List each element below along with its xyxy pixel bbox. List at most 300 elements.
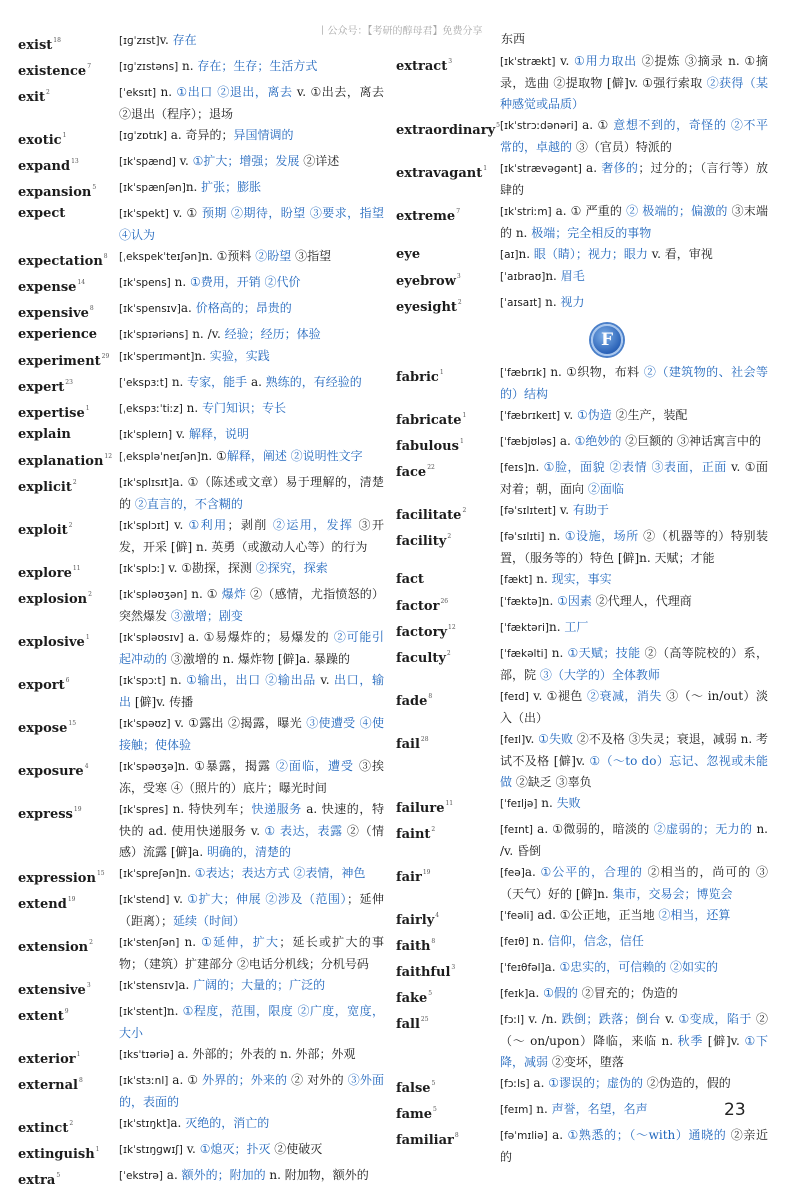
dictionary-entry [396,793,768,819]
definition-text: a. 外部的；外表的 n. 外部；外观 [173,1047,356,1061]
phonetic-text: [fɔːls] [500,1078,530,1090]
definition-text: n. [179,935,202,949]
entry-headword [396,405,500,431]
phonetic-text: [ˈfeɪθfəl] [500,962,545,974]
highlighted-meaning: 额外的；附加的 [181,1168,266,1182]
dictionary-entry [396,1099,768,1125]
highlighted-meaning: ③使遭受 ④使接触；使体验 [119,716,385,752]
definition-text: n. ① [187,587,222,601]
phonetic-text: [ɪɡˈzɪstəns] [119,61,179,73]
frequency-count: 2 [69,1120,74,1127]
frequency-count: 2 [72,479,77,486]
headword-text: failure [396,801,445,816]
entry-headword [396,643,500,669]
definition-text: a. ①（陈述或文章）易于理解的，清楚的 [119,475,384,511]
entry-headword [18,558,119,584]
definition-text: ③末端的 n. [500,204,768,240]
definition-text: v. ①面对着；朝，面向 [500,460,768,496]
definition-text: n. [527,460,544,474]
phonetic-text: [ɪkˈspreʃən] [119,868,180,880]
highlighted-meaning: ①失败 [538,732,573,746]
entry-definition [119,515,384,558]
definition-text: v. ① [168,206,202,220]
entry-headword [18,627,119,653]
highlighted-meaning: 跌倒；跌落；倒台 [561,1012,661,1026]
highlighted-meaning: ①利用 [188,518,228,532]
frequency-count: 5 [433,1106,437,1113]
phonetic-text: [feɪk] [500,988,529,1000]
frequency-count: 8 [89,305,94,312]
phonetic-text: [feɪd] [500,691,529,703]
frequency-count: 26 [440,598,449,605]
headword-text: faith [396,939,431,954]
highlighted-meaning: ①（～to do）忘记、忽视或未能做 [500,754,768,789]
definition-text: ②提炼 ③摘录 n. ①摘录，选曲 ②提取物 [僻]v. ①强行索取 [500,54,768,90]
phonetic-text: [ɪkˈspleɪn] [119,429,173,441]
highlighted-meaning: 爆炸 [221,587,247,601]
dictionary-entry [18,125,384,151]
frequency-count: 1 [459,438,464,445]
highlighted-meaning: ③激增；剧变 [170,609,243,623]
entry-headword [18,584,119,610]
highlighted-meaning: ①延伸，扩大 [201,935,280,949]
dictionary-entry [18,30,384,56]
frequency-count: 2 [89,939,93,946]
highlighted-meaning: ②（建筑物的、社会等的）结构 [500,365,768,401]
headword-text: fail [396,737,420,752]
headword-text: external [18,1078,78,1093]
headword-text: explain [18,427,71,442]
phonetic-text: [fækt] [500,574,533,586]
highlighted-meaning: ②面临 [587,482,624,496]
dictionary-entry [396,244,768,266]
entry-headword [18,756,119,782]
highlighted-meaning: ①假的 [543,986,578,1000]
headword-text: exterior [18,1052,76,1067]
phonetic-text: [ɪkˈspəʊz] [119,718,171,730]
frequency-count: 9 [64,1008,69,1015]
frequency-count: 12 [104,453,113,460]
definition-text: ③（～ in/out）淡入（出） [500,689,769,725]
highlighted-meaning: 专家，能手 [187,375,248,389]
headword-text: familiar [396,1133,454,1148]
entry-definition [119,713,384,756]
definition-text: a. [180,301,196,315]
entry-headword [18,1139,119,1165]
phonetic-text: [ɪkˈsplɔɪt] [119,520,169,532]
entry-definition [119,324,384,346]
dictionary-entry [18,246,384,272]
right-column-f-entries [396,362,768,1168]
frequency-count: 11 [72,565,81,572]
phonetic-text: [feɪθ] [500,936,529,948]
frequency-count: 1 [439,369,444,376]
dictionary-entry [396,1009,768,1073]
frequency-count: 8 [428,693,433,700]
entry-headword [396,500,500,526]
phonetic-text: [ɪkˈspænd] [119,156,176,168]
definition-text: n. [532,572,552,586]
headword-text: exist [18,38,53,53]
entry-definition [500,201,768,244]
entry-definition [500,643,768,686]
entry-definition [119,472,384,515]
phonetic-text: [ˌekspɜːˈtiːz] [119,403,183,415]
phonetic-text: [feə] [500,867,525,879]
frequency-count: 19 [73,806,82,813]
entry-definition [500,292,768,314]
definition-text: ；延长或扩大的事物；（建筑）扩建部分 ②电话分机线；分机号码 [119,935,384,971]
continuation-text: 东西 [501,32,526,46]
definition-text: n. [178,59,198,73]
dictionary-entry [396,201,768,244]
definition-text: ②（情感）流露 [僻]a. [119,824,384,859]
phonetic-text: [ˈfeəli] [500,910,534,922]
entry-headword [396,957,500,983]
definition-text: ③开发，开采 [僻] n. 英勇（或激动人心等）的行为 [119,518,384,554]
dictionary-entry [18,584,384,627]
definition-text: n. /v. [188,327,225,341]
headword-text: existence [18,64,87,79]
definition-text: v. [182,1142,200,1156]
frequency-count: 18 [53,37,61,44]
dictionary-entry [396,362,768,405]
headword-text: extinguish [18,1147,95,1162]
highlighted-meaning: ①天赋；技能 [567,646,641,660]
highlighted-meaning: 眉毛 [560,269,585,283]
phonetic-text: [ˈfeɪljə] [500,798,538,810]
entry-definition [119,670,384,713]
frequency-count: 3 [456,273,461,280]
headword-text: explore [18,566,72,581]
entry-headword [18,424,119,445]
definition-text: v. ①褪色 [528,689,588,703]
frequency-count: 13 [71,158,79,165]
phonetic-text: [ɪkˈstenʃən] [119,937,180,949]
phonetic-text: [feɪs] [500,462,528,474]
highlighted-meaning: ②盼望 [255,249,292,263]
headword-text: fame [396,1107,433,1122]
definition-text: v. [556,503,573,517]
frequency-count: 1 [62,132,67,139]
entry-definition [500,862,768,905]
highlighted-meaning: ①用力取出 [574,54,638,68]
entry-definition [500,526,768,569]
highlighted-meaning: 奢侈的 [601,161,639,175]
headword-text: facilitate [396,508,462,523]
dictionary-entry [18,472,384,515]
entry-definition [119,398,384,420]
definition-text: [僻]v. 传播 [131,695,194,709]
definition-text: a. [524,865,541,879]
definition-text: v. [175,154,193,168]
definition-text: n. [544,529,565,543]
highlighted-meaning: ① 表达，表露 [264,824,343,838]
frequency-count: 1 [95,1146,100,1153]
entry-headword [18,889,119,915]
phonetic-text: [ɪkˈspensɪv] [119,303,181,315]
entry-headword [18,1044,119,1070]
frequency-count: 8 [103,253,108,260]
frequency-count: 8 [454,1132,459,1139]
entry-definition [500,500,768,522]
definition-text: n. 附加物，额外的 [265,1168,369,1182]
headword-text: face [396,465,427,480]
entry-definition [500,931,768,953]
headword-text: express [18,807,73,822]
entry-definition [119,151,384,173]
dictionary-entry [18,272,384,298]
definition-text: ②详述 [299,154,340,168]
dictionary-entry [396,526,768,569]
entry-definition [119,1044,384,1066]
highlighted-meaning: 视力 [560,295,585,309]
dictionary-entry [18,151,384,177]
entry-headword [18,82,119,108]
dictionary-entry [18,889,384,932]
definition-text: a. ① [168,1073,203,1087]
dictionary-entry [18,1113,384,1139]
definition-text: a. [581,161,602,175]
phonetic-text: [feɪnt] [500,824,534,836]
definition-text: v. /n. [524,1012,562,1026]
phonetic-text: [aɪ] [500,249,519,261]
highlighted-meaning: ①伪造 [576,408,612,422]
entry-definition [119,272,384,294]
frequency-count: 1 [76,1051,81,1058]
dictionary-entry [18,670,384,713]
entry-definition [119,372,384,394]
highlighted-meaning: ①谬误的；虚伪的 [548,1076,643,1090]
definition-text: n. [170,275,190,289]
dictionary-entry [396,1073,768,1099]
frequency-count: 19 [67,896,76,903]
highlighted-meaning: 存在；生存；生活方式 [197,59,318,73]
entry-headword [396,793,500,819]
entry-headword [396,51,500,77]
highlighted-meaning: 实验，实践 [209,349,270,363]
entry-definition [500,1073,768,1095]
phonetic-text: [ɪɡˈzɪst] [119,35,160,47]
definition-text: ②生产，装配 [611,408,688,422]
entry-definition [119,584,384,627]
phonetic-text: [ˈaɪbraʊ] [500,271,546,283]
definition-text: n. [547,646,568,660]
definition-text: a. [544,960,560,974]
definition-text: a. ①微弱的，暗淡的 [533,822,654,836]
definition-text: ② 对外的 [287,1073,348,1087]
definition-text: v. ①出去，离去 ②退出（程序）；退场 [119,85,385,121]
entry-headword [18,863,119,889]
highlighted-meaning: ② 极端的；偏激的 [626,204,728,218]
entry-definition [500,266,768,288]
phonetic-text: [ˈeksɪt] [119,87,157,99]
phonetic-text: [ɪkˈspænʃən] [119,182,186,194]
phonetic-text: [ˈfæbrɪk] [500,367,547,379]
frequency-count: 12 [448,624,456,631]
entry-definition [119,177,384,199]
definition-text: v. [560,408,577,422]
highlighted-meaning: ③（大学的）全体教师 [539,668,660,682]
dictionary-entry [18,203,384,246]
dictionary-entry [18,1165,384,1191]
definition-text: a. [529,1076,549,1090]
definition-text: v. ①勘探，探测 [164,561,256,575]
frequency-count: 5 [431,1080,436,1087]
entry-headword [396,201,500,227]
highlighted-meaning: ②运用，发挥 [272,518,354,532]
highlighted-meaning: ②直言的，不含糊的 [134,497,243,511]
headword-text: expense [18,280,77,295]
entry-headword [396,862,500,888]
dictionary-entry [396,862,768,905]
frequency-count: 8 [78,1077,83,1084]
phonetic-text: [ɪkˈspɪəriəns] [119,329,189,341]
frequency-count: 25 [420,1016,429,1023]
entry-headword [18,446,119,472]
definition-text: ③指望 [291,249,332,263]
entry-definition [119,56,384,78]
entry-headword [18,177,119,203]
headword-text: faint [396,827,431,842]
dictionary-entry [396,591,768,617]
phonetic-text: [ɪkˈspləʊsɪv] [119,632,184,644]
dictionary-entry [396,457,768,500]
headword-text: eye [396,247,421,262]
highlighted-meaning: 有助于 [572,503,609,517]
definition-text: v. [168,518,189,532]
definition-text: a. [178,978,194,992]
dictionary-entry [396,266,768,292]
entry-headword [18,1070,119,1096]
entry-headword [396,244,500,265]
frequency-count: 4 [84,763,89,770]
phonetic-text: [ˈfæktəri] [500,622,549,634]
entry-headword [396,158,500,184]
definition-text: ②巨额的 ③神话寓言中的 [621,434,762,448]
headword-text: extravagant [396,166,483,181]
highlighted-meaning: ②探究，探索 [255,561,328,575]
headword-text: eyebrow [396,274,456,289]
entry-headword [396,1009,500,1035]
headword-text: faithful [396,965,451,980]
highlighted-meaning: ①变成，陷于 [678,1012,752,1026]
dictionary-entry [18,56,384,82]
definition-text: n. [156,85,177,99]
definition-text: v. [315,673,335,687]
entry-definition [500,617,768,639]
frequency-count: 7 [87,63,92,70]
highlighted-meaning: 失败 [556,796,581,810]
entry-headword [396,1073,500,1099]
definition-text: n. [545,269,561,283]
dictionary-entry [18,324,384,346]
highlighted-meaning: 解释，阐述 ②说明性文字 [226,449,363,463]
entry-headword [396,819,500,845]
entry-definition [500,1125,768,1168]
frequency-count: 2 [431,826,436,833]
phonetic-text: [ɪkˈstend] [119,894,170,906]
dictionary-entry [396,729,768,793]
definition-text: ③（官员）特派的 [572,140,672,154]
definition-text: ②不及格 ③失灵；衰退，减弱 n. 考试不及格 [僻]v. [500,732,768,768]
entry-definition [119,1139,384,1161]
entry-headword [396,617,500,643]
entry-headword [18,670,119,696]
highlighted-meaning: ①设施，场所 [564,529,639,543]
headword-text: expectation [18,254,103,269]
watermark-text: 丨公众号：【考研的醇母君】免费分享 [317,26,483,37]
phonetic-text: [ɪɡˈzɒtɪk] [119,130,167,142]
frequency-count: 1 [483,165,488,172]
dictionary-entry [18,799,384,863]
phonetic-text: [ɪkˈspens] [119,277,171,289]
frequency-count: 2 [462,507,467,514]
highlighted-meaning: 灭绝的，消亡的 [185,1116,270,1130]
entry-headword [18,975,119,1001]
highlighted-meaning: 眼（睛）；视力；眼力 [533,247,648,261]
dictionary-entry [18,1139,384,1165]
headword-text: explicit [18,480,72,495]
frequency-count: 3 [451,964,456,971]
highlighted-meaning: ①熄灭；扑灭 [199,1142,271,1156]
definition-text: ②变坏，堕落 [548,1055,624,1069]
dictionary-entry [396,643,768,686]
definition-text: n. [179,866,195,880]
entry-headword [18,932,119,958]
phonetic-text: [ˈfæbjʊləs] [500,436,557,448]
entry-definition [500,905,768,927]
section-letter-f-icon: F [591,324,623,356]
phonetic-text: [fəˈsɪlɪteɪt] [500,505,557,517]
dictionary-entry [18,975,384,1001]
definition-text: n. [532,1102,552,1116]
definition-text: n. /v. 昏倒 [500,822,768,858]
highlighted-meaning: 预期 ②期待，盼望 ③要求，指望 ④认为 [119,206,384,242]
highlighted-meaning: 极端；完全相反的事物 [531,226,652,240]
definition-text: n. ① [200,449,227,463]
left-column [18,30,384,1191]
headword-text: explosion [18,592,88,607]
highlighted-meaning: ①程度，范围，限度 ②广度，宽度，大小 [119,1004,384,1040]
definition-text: n. [537,796,557,810]
highlighted-meaning: 集市，交易会；博览会 [612,887,733,901]
entry-headword [396,931,500,957]
definition-text: ②（～ on/upon）降临，来临 n. [500,1012,768,1048]
dictionary-entry [18,446,384,472]
highlighted-meaning: 解释，说明 [188,427,249,441]
highlighted-meaning: ①输出，出口 ②输出品 [186,673,316,687]
entry-headword [18,713,119,739]
entry-definition [500,1009,768,1073]
highlighted-meaning: ③外面的，表面的 [119,1073,384,1109]
frequency-count: 1 [85,634,90,641]
definition-text: a. [162,1168,182,1182]
phonetic-text: [ɪkˈspekt] [119,208,169,220]
entry-definition [500,957,768,979]
headword-text: facility [396,534,447,549]
highlighted-meaning: ①脸，面貌 ②表情 ③表面，正面 [543,460,727,474]
headword-text: fact [396,572,424,587]
entry-definition [500,244,768,266]
entry-definition [119,125,384,147]
definition-text: n. [518,247,534,261]
phonetic-text: [ɪkˈstrækt] [500,56,556,68]
dictionary-entry [18,398,384,424]
frequency-count: 2 [88,591,92,598]
headword-text: fairly [396,913,435,928]
phonetic-text: [ɪkˈsperɪmənt] [119,351,195,363]
